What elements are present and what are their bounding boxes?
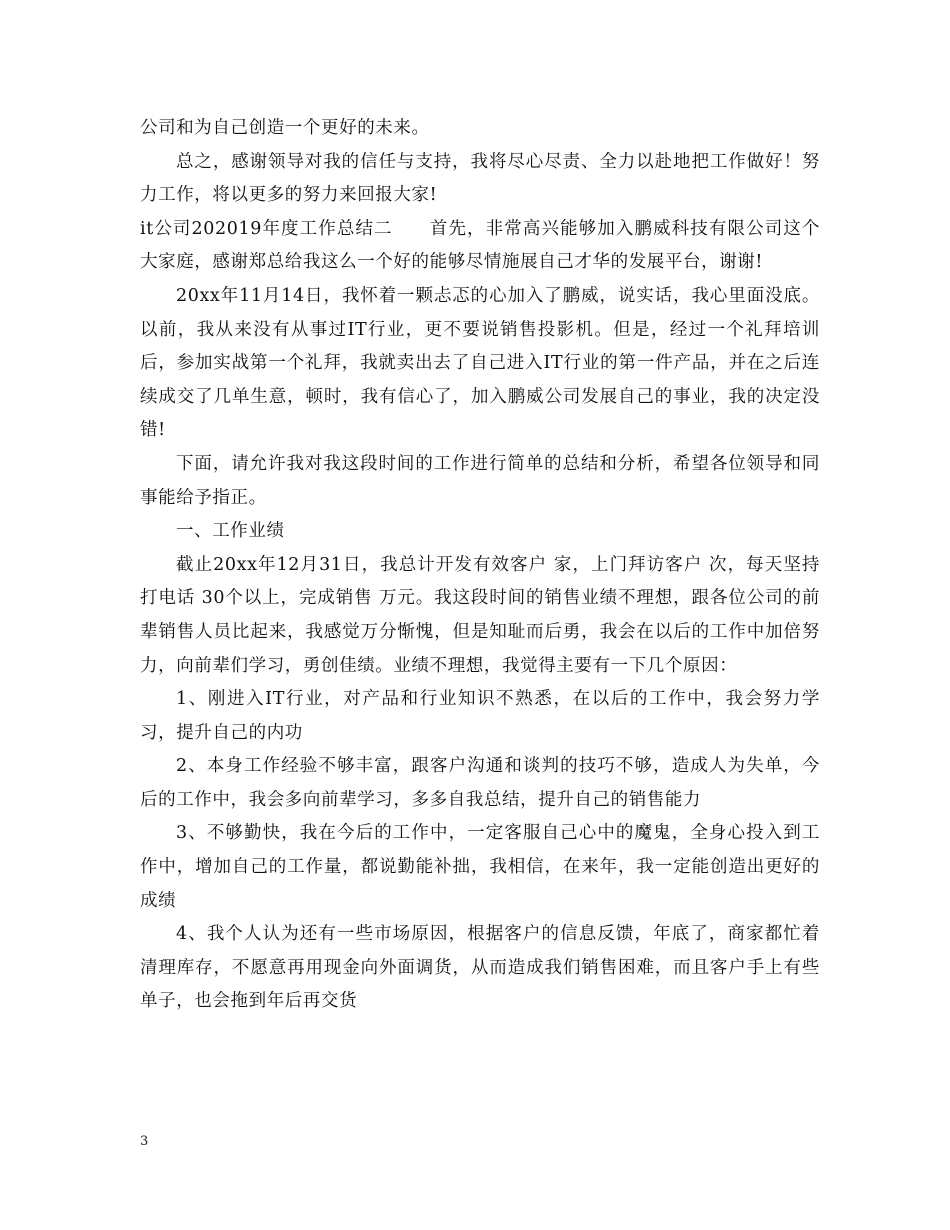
paragraph: 总之，感谢领导对我的信任与支持，我将尽心尽责、全力以赴地把工作做好！努力工作，将以更多的努力来回报大家! bbox=[140, 151, 820, 206]
paragraph: 截止20xx年12月31日，我总计开发有效客户 家，上门拜访客户 次，每天坚持打电话 30个以上，完成销售 万元。我这段时间的销售业绩不理想，跟各位公司的前辈销售人员比起来，我感觉万分惭愧，但是知耻而后勇，我会在以后的工作中加倍努力，向前辈们学习，勇创佳绩。业绩不理想，我觉得主要有一下几个原因： bbox=[140, 554, 820, 676]
list-item: 2、本身工作经验不够丰富，跟客户沟通和谈判的技巧不够，造成人为失单，今后的工作中，我会多向前辈学习，多多自我总结，提升自己的销售能力 bbox=[140, 756, 820, 810]
document-body bbox=[140, 112, 820, 1019]
section-heading: 一、工作业绩 bbox=[176, 521, 285, 542]
list-item: 3、不够勤快，我在今后的工作中，一定客服自己心中的魔鬼，全身心投入到工作中，增加自己的工作量，都说勤能补拙，我相信，在来年，我一定能创造出更好的成绩 bbox=[140, 823, 820, 911]
list-item: 1、刚进入IT行业，对产品和行业知识不熟悉，在以后的工作中，我会努力学习，提升自己的内功 bbox=[140, 689, 820, 743]
paragraph: 20xx年11月14日，我怀着一颗忐忑的心加入了鹏威，说实话，我心里面没底。以前，我从来没有从事过IT行业，更不要说销售投影机。但是，经过一个礼拜培训后，参加实战第一个礼拜，我就卖出去了自己进入IT行业的第一件产品，并在之后连续成交了几单生意，顿时，我有信心了，加入鹏威公司发展自己的事业，我的决定没错! bbox=[140, 285, 820, 441]
paragraph: 下面，请允许我对我这段时间的工作进行简单的总结和分析，希望各位领导和同事能给予指正。 bbox=[140, 453, 820, 508]
page-number: 3 bbox=[140, 1134, 149, 1149]
list-item: 4、我个人认为还有一些市场原因，根据客户的信息反馈，年底了，商家都忙着清理库存，不愿意再用现金向外面调货，从而造成我们销售困难，而且客户手上有些单子，也会拖到年后再交货 bbox=[140, 924, 820, 1012]
paragraph: 公司和为自己创造一个更好的未来。 bbox=[140, 118, 430, 138]
paragraph: it公司202019年度工作总结二 首先，非常高兴能够加入鹏威科技有限公司这个大家庭，感谢郑总给我这么一个好的能够尽情施展自己才华的发展平台，谢谢! bbox=[140, 218, 820, 273]
